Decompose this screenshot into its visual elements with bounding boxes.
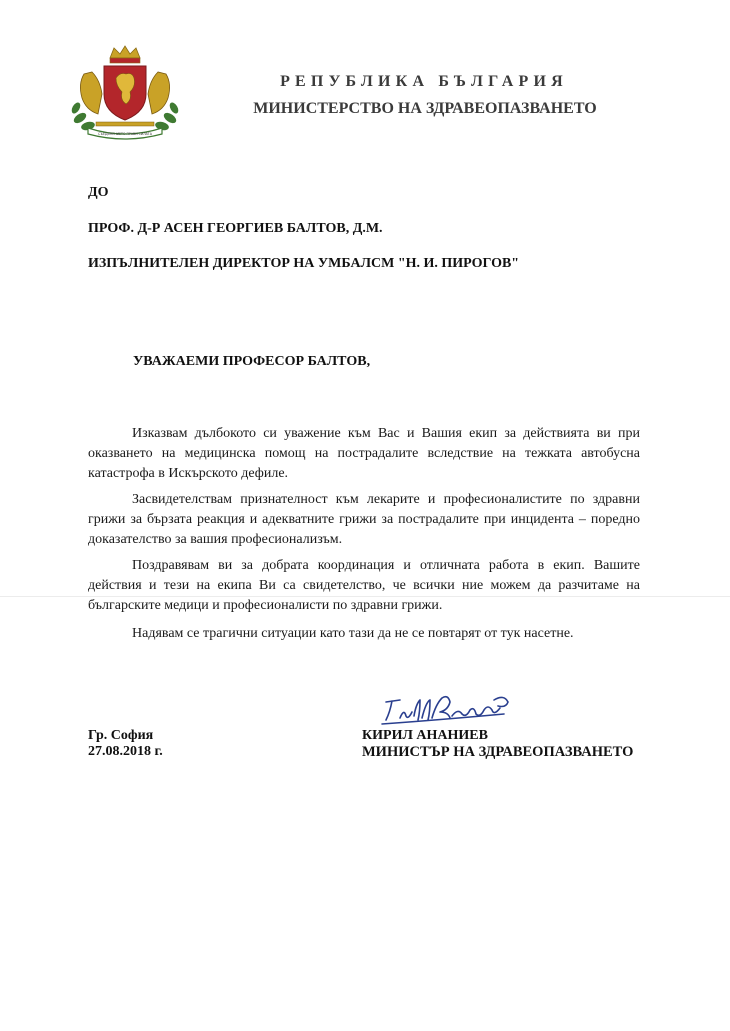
ministry-heading: МИНИСТЕРСТВО НА ЗДРАВЕОПАЗВАНЕТО [253,100,597,117]
salutation: УВАЖАЕМИ ПРОФЕСОР БАЛТОВ, [133,354,371,369]
paragraph-3: Поздравявам ви за добрата координация и отличната работа в екип. Вашите действия и тези на екипа Ви са свидетелство, че всички ние можем да разчитаме на българските медици и професионалисти по здравни грижи. [88,558,640,613]
recipient-to: ДО [88,185,109,200]
paragraph-2: Засвидетелствам признателност към лекарите и професионалистите по здравни грижи за бързата реакция и адекватните грижи за пострадалите при инцидента – поредно доказателство за вашия професионализъм. [88,492,640,547]
paper-fold-line [0,596,730,597]
signer-block [362,728,633,760]
seal-motto: СЪЕДИНЕНИЕТО ПРАВИ СИЛАТА [98,132,152,136]
recipient-role: ИЗПЪЛНИТЕЛЕН ДИРЕКТОР НА УМБАЛСМ "Н. И. ПИРОГОВ" [88,256,520,271]
coat-of-arms-icon [66,44,184,142]
place-date-block [88,728,163,760]
recipient-name: ПРОФ. Д-Р АСЕН ГЕОРГИЕВ БАЛТОВ, Д.М. [88,221,383,236]
place: Гр. София [88,728,154,743]
republic-heading: РЕПУБЛИКА БЪЛГАРИЯ [280,73,568,90]
date: 27.08.2018 г. [88,744,163,759]
paragraph-1: Изказвам дълбокото си уважение към Вас и Вашия екип за действията ви при оказването на медицинска помощ на пострадалите вследствие на тежката автобусна катастрофа в Искърското дефиле. [88,426,640,481]
signer-name: КИРИЛ АНАНИЕВ [362,728,488,743]
paragraph-4: Надявам се трагични ситуации като тази да не се повтарят от тук насетне. [132,626,574,641]
signer-title: МИНИСТЪР НА ЗДРАВЕОПАЗВАНЕТО [362,744,634,760]
signature-icon [378,690,516,730]
